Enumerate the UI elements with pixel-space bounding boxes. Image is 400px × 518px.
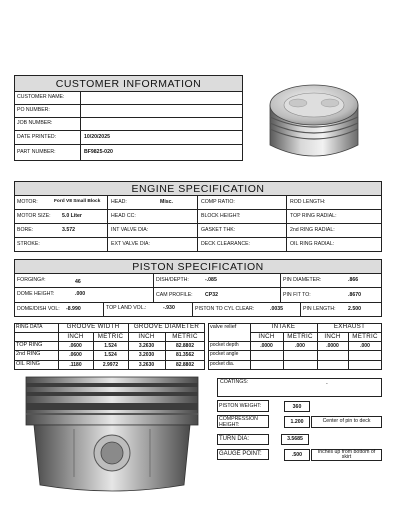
motor-label: MOTOR: (17, 199, 38, 205)
customer-name-label: CUSTOMER NAME: (17, 94, 65, 100)
dish-depth-label: DISH/DEPTH: (156, 277, 189, 283)
turn-dia-label: TURN DIA: (219, 436, 249, 442)
coatings-value: - (326, 381, 328, 387)
rod-length-label: ROD LENGTH: (290, 199, 326, 205)
forging-label: FORGING#: (17, 277, 46, 283)
cam-profile-value: CP32 (205, 292, 218, 298)
second-ring-dia-metric: 81.3562 (175, 352, 195, 358)
second-ring-radial-label: 2nd RING RADIAL: (290, 227, 335, 233)
comp-ratio-label: COMP RATIO: (201, 199, 235, 205)
gauge-point-label: GAUGE POINT: (219, 451, 262, 457)
top-ring-dia-metric: 82.8802 (175, 343, 195, 349)
top-land-vol-value: -.930 (163, 305, 175, 311)
oil-ring-width-inch: .1180 (69, 362, 82, 368)
second-ring-width-metric: 1.524 (104, 352, 117, 358)
gw-metric-header: METRIC (97, 333, 124, 340)
groove-diameter-header: GROOVE DIAMETER (133, 323, 200, 330)
piston-side-image (14, 373, 210, 501)
pocket-depth-exhaust-inch: .0000 (326, 343, 339, 349)
date-printed-label: DATE PRINTED: (17, 134, 57, 140)
exhaust-header: EXHAUST (333, 323, 366, 330)
po-number-label: PO NUMBER: (17, 107, 50, 113)
pocket-depth-intake-inch: .0000 (260, 343, 273, 349)
bore-value: 3.572 (62, 227, 75, 233)
pin-length-value: 2.500 (348, 306, 361, 312)
top-ring-width-metric: 1.524 (104, 343, 117, 349)
top-ring-radial-label: TOP RING RADIAL: (290, 213, 337, 219)
pocket-dia-label: pocket dia. (210, 361, 235, 367)
dome-height-value: .000 (75, 291, 86, 297)
turn-dia-value: 3.5685 (287, 436, 303, 442)
dome-dish-vol-value: -8.990 (66, 306, 81, 312)
gw-inch-header: INCH (67, 333, 84, 340)
deck-clearance-label: DECK CLEARANCE: (201, 241, 251, 247)
top-ring-dia-inch: 3.2630 (138, 343, 155, 349)
coatings-label: COATINGS: (220, 379, 249, 385)
gd-inch-header: INCH (138, 333, 155, 340)
head-cc-label: HEAD CC: (111, 213, 136, 219)
part-number-label: PART NUMBER: (17, 149, 56, 155)
motor-size-value: 5.0 Liter (62, 213, 82, 219)
gauge-point-note: Inches up from bottom of skirt (317, 449, 376, 460)
engine-spec-title: ENGINE SPECIFICATION (14, 181, 382, 196)
pocket-depth-label: pocket depth (210, 342, 239, 348)
motor-size-label: MOTOR SIZE: (17, 213, 51, 219)
oil-ring-dia-metric: 82.8802 (175, 362, 195, 368)
dish-depth-value: -.085 (205, 277, 217, 283)
bore-label: BORE: (17, 227, 34, 233)
oil-ring-label: OIL RING (16, 361, 40, 367)
second-ring-width-inch: .0600 (69, 352, 82, 358)
exhaust-inch-header: INCH (324, 333, 341, 340)
piston-weight-label: PISTON WEIGHT: (219, 403, 262, 409)
compression-height-value: 1.200 (290, 419, 304, 425)
intake-header: INTAKE (271, 323, 296, 330)
piston-weight-value: 360 (292, 404, 302, 410)
compression-height-note: Center of pin to deck (322, 418, 371, 424)
motor-value: Ford V8 Small Block (54, 199, 101, 204)
oil-ring-width-metric: 2.9972 (102, 362, 119, 368)
ring-data-header: RING DATA (16, 324, 43, 330)
gasket-thk-label: GASKET THK: (201, 227, 236, 233)
head-label: HEAD: (111, 199, 127, 205)
dome-height-label: DOME HEIGHT: (17, 291, 55, 297)
piston-image (258, 67, 370, 175)
groove-width-header: GROOVE WIDTH (66, 323, 120, 330)
exhaust-metric-header: METRIC (352, 333, 378, 340)
gauge-point-value: .500 (291, 452, 303, 458)
compression-height-label: COMPRESSION HEIGHT: (219, 416, 258, 428)
ext-valve-dia-label: EXT VALVE DIA: (111, 241, 150, 247)
stroke-label: STROKE: (17, 241, 40, 247)
job-number-label: JOB NUMBER: (17, 120, 53, 126)
oil-ring-radial-label: OIL RING RADIAL: (290, 241, 335, 247)
intake-metric-header: METRIC (287, 333, 313, 340)
second-ring-label: 2nd RING (16, 351, 41, 357)
top-land-vol-label: TOP LAND VOL.: (106, 305, 147, 311)
int-valve-dia-label: INT VALVE DIA: (111, 227, 149, 233)
part-number-value: BF9825-020 (84, 149, 113, 155)
gd-metric-header: METRIC (172, 333, 198, 340)
pocket-depth-intake-metric: .000 (295, 343, 305, 349)
cam-profile-label: CAM PROFILE: (156, 292, 193, 298)
oil-ring-dia-inch: 3.2630 (138, 362, 155, 368)
customer-info-title: CUSTOMER INFORMATION (14, 75, 243, 92)
pocket-angle-label: pocket angle (210, 351, 239, 357)
head-value: Misc. (160, 199, 173, 205)
forging-value: 46 (75, 279, 81, 285)
pin-fit-label: PIN FIT TO: (283, 292, 311, 298)
cyl-clear-label: PISTON TO CYL CLEAR: (195, 306, 255, 312)
pocket-depth-exhaust-metric: .000 (360, 343, 370, 349)
pin-length-label: PIN LENGTH: (303, 306, 336, 312)
pin-diameter-value: .866 (348, 277, 359, 283)
top-ring-width-inch: .0600 (69, 343, 82, 349)
intake-inch-header: INCH (258, 333, 275, 340)
top-ring-label: TOP RING (16, 342, 43, 348)
pin-fit-value: .8670 (348, 292, 361, 298)
dome-dish-vol-label: DOME/DISH VOL: (17, 306, 60, 312)
cyl-clear-value: .0035 (270, 306, 283, 312)
block-height-label: BLOCK HEIGHT: (201, 213, 241, 219)
piston-spec-title: PISTON SPECIFICATION (14, 259, 382, 274)
date-printed-value: 10/20/2025 (84, 134, 110, 140)
valve-relief-header: valve relief (210, 324, 237, 330)
pin-diameter-label: PIN DIAMETER: (283, 277, 322, 283)
second-ring-dia-inch: 3.2030 (138, 352, 155, 358)
